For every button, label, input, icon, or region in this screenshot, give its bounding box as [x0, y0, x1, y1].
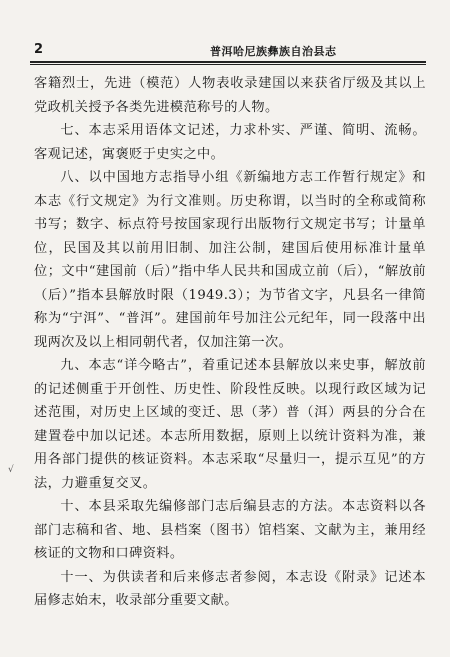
page-header: [30, 42, 426, 62]
paragraph-item-7: 七、本志采用语体文记述，力求朴实、严谨、简明、流畅。客观记述，寓褒贬于史实之中。: [34, 123, 426, 162]
running-title: 普洱哈尼族彝族自治县志: [210, 45, 337, 58]
page-number: 2: [34, 42, 44, 57]
paragraph-item-11: 十一、为供读者和后来修志者参阅，本志设《附录》记述本届修志始末，收录部分重要文献。: [34, 569, 426, 608]
paragraph-item-10: 十、本县采取先编修部门志后编县志的方法。本志资料以各部门志稿和省、地、县档案（图书）馆档案、文献为主，兼用经核证的文物和口碑资料。: [34, 499, 426, 561]
body-text: [34, 72, 426, 613]
header-rule-thin: [30, 64, 426, 65]
paragraph-continued: 客籍烈士，先进（模范）人物表收录建国以来获省厅级及其以上党政机关授予各类先进模范称号的人物。: [34, 76, 426, 115]
header-rule: [30, 61, 426, 63]
margin-mark: √: [8, 465, 14, 475]
paragraph-item-9: 九、本志“详今略古”，着重记述本县解放以来史事，解放前的记述侧重于开创性、历史性、阶段性反映。以现行政区域为记述范围，对历史上区域的变迁、思（茅）普（洱）两县的分合在建置卷中加以记述。本志所用数据，原则上以统计资料为准，兼用各部门提供的核证资料。本志采取“尽量归一，提示互见”的方法，力避重复交叉。: [34, 358, 426, 491]
paragraph-item-8: 八、以中国地方志指导小组《新编地方志工作暂行规定》和本志《行文规定》为行文准则。历史称谓，以当时的全称或简称书写；数字、标点符号按国家现行出版物行文规定书写；计量单位，民国及其以前用旧制、加注公制，建国后使用标准计量单位；文中“建国前（后）”指中华人民共和国成立前（后），“解放前（后）”指本县解放时限（1949.3）；为节省文字，凡县名一律简称为“宁洱”、“普洱”。建国前年号加注公元纪年，同一段落中出现两次及以上相同朝代者，仅加注第一次。: [34, 170, 426, 350]
